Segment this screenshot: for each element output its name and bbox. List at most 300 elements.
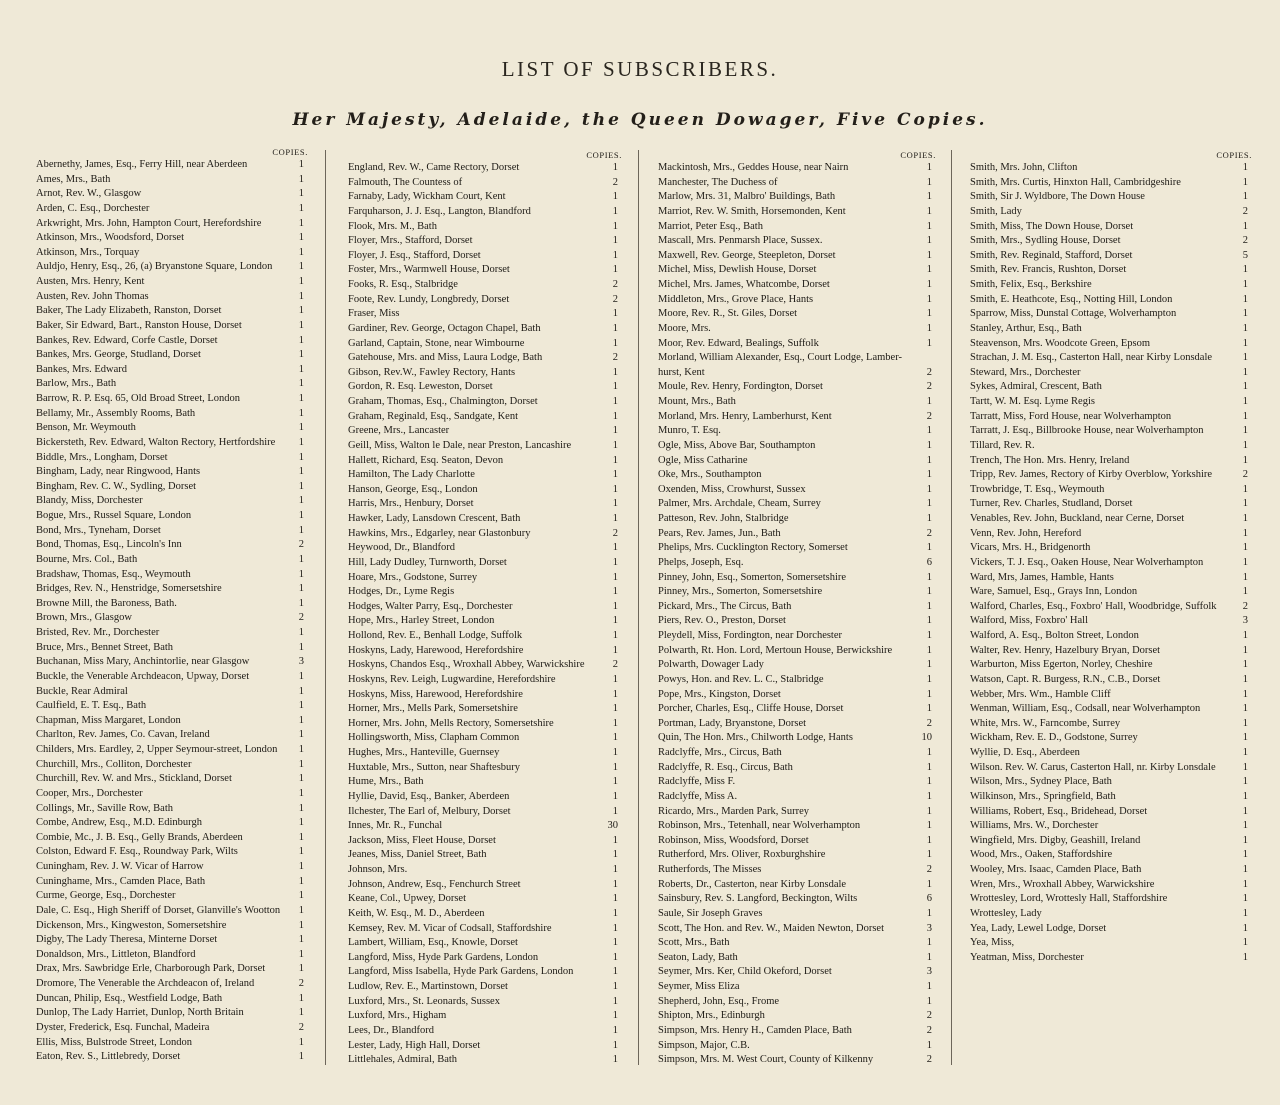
copies-count: 1: [612, 834, 618, 846]
copies-count: 1: [926, 191, 932, 203]
copies-count: 1: [612, 600, 618, 612]
subscriber-entry: [348, 658, 622, 673]
subscriber-name: Wyllie, D. Esq., Aberdeen: [970, 747, 1080, 758]
page-title: LIST OF SUBSCRIBERS.: [501, 57, 779, 81]
subscriber-name: Marriot, Peter Esq., Bath: [658, 220, 763, 232]
subscriber-name: Wood, Mrs., Oaken, Staffordshire: [970, 849, 1113, 861]
copies-count: 1: [1242, 834, 1248, 846]
subscriber-name: Hoare, Mrs., Godstone, Surrey: [348, 571, 478, 583]
copies-count: 1: [298, 436, 304, 448]
subscriber-entry: [970, 644, 1252, 659]
copies-count: 1: [612, 483, 618, 495]
copies-count: 1: [612, 878, 618, 890]
subscriber-name: Moore, Rev. R., St. Giles, Dorset: [658, 308, 798, 320]
copies-count: 1: [612, 162, 618, 173]
subscriber-entry: [348, 848, 622, 863]
subscriber-entry: [348, 161, 622, 176]
subscriber-name: Foote, Rev. Lundy, Longbredy, Dorset: [348, 293, 510, 305]
copies-count: 1: [926, 425, 932, 437]
copies-count: 1: [298, 919, 304, 931]
subscriber-name: Huxtable, Mrs., Sutton, near Shaftesbury: [348, 761, 521, 773]
subscriber-entry: [348, 980, 622, 995]
subscriber-name: Mount, Mrs., Bath: [658, 396, 736, 407]
subscriber-name: Saule, Sir Joseph Graves: [658, 907, 763, 919]
subscriber-entry: [658, 863, 936, 878]
copies-count: 1: [298, 451, 304, 463]
subscriber-name: Hill, Lady Dudley, Turnworth, Dorset: [348, 556, 507, 568]
subscriber-name: Wrottesley, Lord, Wrottesly Hall, Staffordshire: [970, 893, 1168, 905]
subscriber-name: Bond, Mrs., Tyneham, Dorset: [36, 524, 161, 536]
copies-count: 1: [926, 761, 932, 773]
subscriber-name: Rutherford, Mrs. Oliver, Roxburghshire: [658, 849, 826, 861]
subscriber-name: Innes, Mr. R., Funchal: [348, 820, 443, 832]
copies-count: 1: [298, 349, 304, 361]
subscriber-entry: [36, 685, 308, 700]
copies-count: 1: [1242, 513, 1248, 524]
copies-count: 1: [612, 776, 618, 788]
subscriber-name: Patteson, Rev. John, Stalbridge: [658, 513, 789, 524]
subscriber-entry: [348, 571, 622, 586]
copies-count: 1: [926, 790, 932, 802]
copies-count: 1: [298, 890, 304, 902]
subscriber-name: Yea, Lady, Lewel Lodge, Dorset: [970, 922, 1107, 934]
copies-count: 1: [612, 732, 618, 744]
subscriber-name: Portman, Lady, Bryanstone, Dorset: [658, 717, 807, 729]
subscriber-name: Watson, Capt. R. Burgess, R.N., C.B., Dorset: [970, 673, 1161, 685]
copies-count: 1: [612, 191, 618, 203]
subscriber-name: Ludlow, Rev. E., Martinstown, Dorset: [348, 981, 508, 992]
subscriber-entry: [970, 892, 1252, 907]
copies-count: 1: [1242, 820, 1248, 832]
copies-count: 1: [612, 937, 618, 949]
subscriber-name: Keith, W. Esq., M. D., Aberdeen: [348, 907, 485, 919]
subscriber-name: Hodges, Dr., Lyme Regis: [348, 586, 455, 598]
subscriber-name: Tarratt, Miss, Ford House, near Wolverhampton: [970, 410, 1172, 422]
subscriber-name: Radclyffe, Miss F.: [658, 776, 736, 788]
subscriber-entry: [36, 1036, 308, 1051]
subscriber-name: Michel, Mrs. James, Whatcombe, Dorset: [658, 279, 830, 290]
subscriber-entry: [348, 176, 622, 191]
subscriber-entry: [970, 512, 1252, 527]
subscriber-name: Smith, Mrs. John, Clifton: [970, 162, 1078, 173]
copies-count: 1: [1242, 703, 1248, 715]
subscriber-name: Smith, Rev. Francis, Rushton, Dorset: [970, 264, 1127, 276]
subscriber-entry: [658, 965, 936, 980]
subscriber-name: Wilkinson, Mrs., Springfield, Bath: [970, 790, 1116, 802]
copies-count: 1: [298, 553, 304, 565]
copies-count: 1: [612, 571, 618, 583]
subscriber-entry: [658, 278, 936, 293]
subscriber-name: Roberts, Dr., Casterton, near Kirby Lonsdale: [658, 878, 847, 890]
copies-count: 1: [612, 586, 618, 598]
copies-count: 2: [926, 410, 932, 422]
subscriber-name: Falmouth, The Countess of: [348, 176, 463, 188]
copies-count: 1: [298, 744, 304, 755]
subscriber-entry: [970, 249, 1252, 264]
subscriber-name: Johnson, Andrew, Esq., Fenchurch Street: [348, 878, 521, 890]
subscriber-entry: [36, 860, 308, 875]
subscriber-entry: [970, 746, 1252, 761]
subscriber-entry: [970, 527, 1252, 542]
subscriber-entry: [36, 787, 308, 802]
copies-count: 1: [1242, 483, 1248, 495]
subscriber-entry: [658, 322, 936, 337]
copies-count: 1: [612, 922, 618, 934]
subscriber-name: Collings, Mr., Saville Row, Bath: [36, 802, 173, 814]
subscriber-entry: [36, 875, 308, 890]
subscriber-name: Yea, Miss,: [970, 937, 1015, 949]
subscriber-name: Piers, Rev. O., Preston, Dorset: [658, 615, 786, 627]
subscriber-name: Steward, Mrs., Dorchester: [970, 366, 1081, 378]
subscriber-name: Churchill, Mrs., Colliton, Dorchester: [36, 758, 192, 770]
subscriber-entry: [36, 714, 308, 729]
subscriber-entry: [348, 234, 622, 249]
copies-count: 1: [926, 293, 932, 305]
copies-count: 1: [1242, 586, 1248, 598]
subscriber-name: Johnson, Mrs.: [348, 864, 408, 875]
subscriber-entry: [348, 761, 622, 776]
subscriber-name: Wren, Mrs., Wroxhall Abbey, Warwickshire: [970, 878, 1155, 890]
subscriber-entry: [36, 611, 308, 626]
subscriber-name: Drax, Mrs. Sawbridge Erle, Charborough Park, Dorset: [36, 963, 266, 975]
subscriber-entry: [348, 439, 622, 454]
subscriber-entry: [658, 848, 936, 863]
subscriber-entry: [36, 568, 308, 583]
copies-count: 1: [926, 644, 932, 656]
subscriber-name: Hyllie, David, Esq., Banker, Aberdeen: [348, 790, 510, 802]
subscriber-name: Webber, Mrs. Wm., Hamble Cliff: [970, 688, 1111, 700]
subscriber-name: Vickers, T. J. Esq., Oaken House, Near Wolverhampton: [970, 556, 1204, 568]
copies-count: 1: [926, 600, 932, 612]
subscriber-name: Bogue, Mrs., Russel Square, London: [36, 510, 192, 521]
subscriber-entry: [658, 936, 936, 951]
copies-count: 1: [298, 904, 304, 916]
subscriber-entry: [970, 951, 1252, 966]
subscriber-name: Scott, Mrs., Bath: [658, 937, 730, 949]
subscriber-entry: [36, 582, 308, 597]
copies-count: 1: [926, 235, 932, 247]
subscriber-name: Bourne, Mrs. Col., Bath: [36, 553, 138, 565]
subscriber-name: Colston, Edward F. Esq., Roundway Park, Wilts: [36, 846, 238, 858]
copies-count: 1: [926, 849, 932, 861]
subscriber-entry: [658, 673, 936, 688]
subscriber-name: Pears, Rev. James, Jun., Bath: [658, 527, 781, 539]
subscriber-name: Morland, William Alexander, Esq., Court Lodge, Lamber-: [658, 352, 902, 364]
subscriber-entry: [348, 775, 622, 790]
subscriber-entry: [36, 158, 308, 173]
copies-count: 1: [298, 495, 304, 507]
copies-count: 1: [926, 264, 932, 276]
subscriber-name: Walford, Miss, Foxbro' Hall: [970, 615, 1088, 627]
subscriber-name: Wingfield, Mrs. Digby, Geashill, Ireland: [970, 834, 1141, 846]
subscriber-name: Sainsbury, Rev. S. Langford, Beckington, Wilts: [658, 893, 858, 905]
copies-count: 1: [298, 363, 304, 375]
copies-count: 1: [926, 981, 932, 992]
subscriber-name: Baker, Sir Edward, Bart., Ranston House, Dorset: [36, 319, 242, 331]
copies-count: 1: [612, 249, 618, 261]
subscriber-name: Luxford, Mrs., Higham: [348, 1010, 447, 1022]
copies-count: 1: [1242, 176, 1248, 188]
subscriber-name: Keane, Col., Upwey, Dorset: [348, 893, 466, 905]
copies-count: 1: [612, 747, 618, 758]
subscriber-name: Simpson, Mrs. Henry H., Camden Place, Bath: [658, 1024, 852, 1036]
column-divider: [951, 150, 952, 1065]
subscriber-entry: [36, 1021, 308, 1036]
copies-count: 1: [298, 393, 304, 404]
copies-count: 1: [1242, 308, 1248, 320]
copies-count: 1: [612, 513, 618, 524]
subscriber-name: Maxwell, Rev. George, Steepleton, Dorset: [658, 249, 836, 261]
subscriber-entry: [970, 293, 1252, 308]
subscriber-entry: [970, 658, 1252, 673]
subscriber-entry: [658, 731, 936, 746]
subscriber-name: Smith, E. Heathcote, Esq., Notting Hill, London: [970, 293, 1173, 305]
copies-count: 1: [1242, 293, 1248, 305]
subscriber-name: Sparrow, Miss, Dunstal Cottage, Wolverhampton: [970, 308, 1177, 320]
subscriber-entry: [348, 629, 622, 644]
copies-count: 2: [1242, 205, 1248, 217]
subscriber-entry: [970, 878, 1252, 893]
subscriber-name: Donaldson, Mrs., Littleton, Blandford: [36, 948, 196, 960]
subscriber-entry: [658, 512, 936, 527]
subscriber-name: Pleydell, Miss, Fordington, near Dorchester: [658, 630, 843, 641]
subscriber-entry: [970, 629, 1252, 644]
subscriber-entry: [970, 454, 1252, 469]
subscriber-name: Bingham, Rev. C. W., Sydling, Dorset: [36, 480, 197, 492]
subscriber-entry: [348, 892, 622, 907]
copies-count: 1: [612, 381, 618, 393]
copies-count: 2: [1242, 469, 1248, 481]
copies-count: 1: [926, 176, 932, 188]
subscriber-entry: [348, 366, 622, 381]
subscriber-name: Wrottesley, Lady: [970, 907, 1042, 919]
subscriber-name: Shipton, Mrs., Edinburgh: [658, 1010, 765, 1022]
subscriber-name: Biddle, Mrs., Longham, Dorset: [36, 451, 168, 463]
copies-count: 1: [612, 556, 618, 568]
subscriber-name: Hanson, George, Esq., London: [348, 483, 478, 495]
copies-count: 1: [612, 469, 618, 481]
copies-count: 1: [612, 703, 618, 715]
copies-count: 1: [612, 688, 618, 700]
subscriber-column-3: [658, 147, 936, 1067]
copies-count: 1: [612, 1024, 618, 1036]
subscriber-entry: [348, 293, 622, 308]
subscriber-entry: [348, 351, 622, 366]
subscriber-name: Polwarth, Dowager Lady: [658, 659, 764, 671]
subscriber-entry: [348, 907, 622, 922]
subscriber-entry: [658, 395, 936, 410]
subscriber-entry: [658, 585, 936, 600]
copies-count: 1: [298, 188, 304, 200]
subscriber-name: Austen, Rev. John Thomas: [36, 290, 149, 302]
copies-count: 1: [1242, 337, 1248, 349]
subscriber-name: Barrow, R. P. Esq. 65, Old Broad Street, London: [36, 393, 241, 404]
copies-count: 1: [612, 673, 618, 685]
copies-count: 1: [298, 466, 304, 478]
subscriber-entry: [36, 334, 308, 349]
copies-count: 1: [926, 995, 932, 1007]
subscriber-entry: [36, 1050, 308, 1065]
copies-header: COPIES.: [900, 150, 936, 160]
copies-count: 1: [298, 583, 304, 595]
subscriber-name: Ware, Samuel, Esq., Grays Inn, London: [970, 586, 1138, 598]
subscriber-name: Floyer, Mrs., Stafford, Dorset: [348, 235, 473, 247]
copies-count: 1: [1242, 454, 1248, 466]
copies-count: 2: [926, 1054, 932, 1066]
subscriber-entry: [348, 1039, 622, 1054]
subscriber-name: Williams, Mrs. W., Dorchester: [970, 820, 1099, 832]
subscriber-entry: [36, 290, 308, 305]
copies-count: 1: [612, 264, 618, 276]
copies-count: 1: [298, 407, 304, 419]
subscriber-name: Buckle, the Venerable Archdeacon, Upway, Dorset: [36, 670, 250, 682]
subscriber-name: Digby, The Lady Theresa, Minterne Dorset: [36, 934, 218, 946]
subscriber-entry: [348, 322, 622, 337]
subscriber-entry: [970, 337, 1252, 352]
subscriber-entry: [970, 176, 1252, 191]
subscriber-entry: [36, 831, 308, 846]
copies-count: 1: [298, 802, 304, 814]
subscriber-name: Stanley, Arthur, Esq., Bath: [970, 322, 1082, 334]
subscriber-entry: [36, 597, 308, 612]
subscriber-entry: [970, 366, 1252, 381]
subscriber-name: Moule, Rev. Henry, Fordington, Dorset: [658, 381, 823, 393]
subscriber-entry: [36, 758, 308, 773]
copies-count: 3: [926, 922, 932, 934]
copies-count: 1: [298, 159, 304, 170]
subscriber-name: Arkwright, Mrs. John, Hampton Court, Herefordshire: [36, 217, 262, 229]
subscriber-entry: [970, 922, 1252, 937]
copies-count: 1: [298, 817, 304, 829]
subscriber-entry: [36, 904, 308, 919]
subscriber-entry: [658, 790, 936, 805]
copies-count: 1: [926, 454, 932, 466]
copies-count: 1: [926, 162, 932, 173]
copies-count: 1: [612, 308, 618, 320]
copies-count: 1: [612, 615, 618, 627]
copies-count: 1: [612, 498, 618, 510]
subscriber-entry: [658, 249, 936, 264]
subscriber-name: Oxenden, Miss, Crowhurst, Sussex: [658, 483, 806, 495]
subscriber-entry: [36, 728, 308, 743]
copies-count: 1: [926, 630, 932, 641]
subscriber-entry: [970, 468, 1252, 483]
subscriber-name: Tarratt, J. Esq., Billbrooke House, near Wolverhampton: [970, 425, 1204, 437]
subscriber-name: Fooks, R. Esq., Stalbridge: [348, 279, 458, 290]
subscriber-entry: [658, 351, 936, 366]
copies-count: 3: [298, 656, 304, 668]
copies-count: 6: [926, 893, 932, 905]
subscriber-entry: [658, 556, 936, 571]
subscriber-name: Curme, George, Esq., Dorchester: [36, 890, 176, 902]
copies-count: 1: [926, 322, 932, 334]
subscriber-entry: [36, 231, 308, 246]
copies-count: 1: [612, 396, 618, 407]
subscriber-entry: [36, 319, 308, 334]
subscriber-entry: [348, 395, 622, 410]
subscriber-name: Trench, The Hon. Mrs. Henry, Ireland: [970, 454, 1130, 466]
subscriber-entry: [348, 746, 622, 761]
subscriber-entry: [970, 351, 1252, 366]
copies-count: 1: [1242, 498, 1248, 510]
column-divider: [638, 150, 639, 1065]
subscriber-entry: [36, 173, 308, 188]
subscriber-entry: [348, 951, 622, 966]
subscriber-entry: [970, 220, 1252, 235]
subscriber-name: Childers, Mrs. Eardley, 2, Upper Seymour-street, London: [36, 744, 278, 755]
subscriber-entry: [658, 205, 936, 220]
subscriber-name: Bridges, Rev. N., Henstridge, Somersetshire: [36, 583, 222, 595]
copies-count: 1: [298, 217, 304, 229]
subscriber-entry: [658, 527, 936, 542]
copies-count: 1: [1242, 893, 1248, 905]
subscriber-name: Bradshaw, Thomas, Esq., Weymouth: [36, 568, 191, 580]
copies-count: 1: [298, 758, 304, 770]
copies-count: 1: [298, 510, 304, 521]
subscriber-entry: [970, 541, 1252, 556]
copies-count: 1: [1242, 805, 1248, 817]
subscriber-name: Seymer, Mrs. Ker, Child Okeford, Dorset: [658, 966, 832, 978]
copies-count: 30: [607, 820, 618, 832]
subscriber-entry: [348, 614, 622, 629]
copies-count: 1: [298, 378, 304, 390]
copies-count: 1: [926, 396, 932, 407]
subscriber-name: Hoskyns, Lady, Harewood, Herefordshire: [348, 644, 524, 656]
copies-count: 1: [1242, 162, 1248, 173]
subscriber-entry: [36, 699, 308, 714]
copies-count: 1: [1242, 922, 1248, 934]
copies-count: 1: [926, 776, 932, 788]
subscriber-entry: [658, 263, 936, 278]
copies-count: 1: [1242, 556, 1248, 568]
subscriber-name: England, Rev. W., Came Rectory, Dorset: [348, 162, 520, 173]
subscriber-name: Bankes, Rev. Edward, Corfe Castle, Dorset: [36, 334, 218, 346]
subscriber-name: Cuninghame, Mrs., Camden Place, Bath: [36, 875, 206, 887]
subscriber-entry: [970, 600, 1252, 615]
copies-count: 1: [298, 319, 304, 331]
copies-count: 1: [1242, 776, 1248, 788]
copies-count: 1: [612, 790, 618, 802]
subscriber-name: Cooper, Mrs., Dorchester: [36, 787, 143, 799]
subscriber-name: Moore, Mrs.: [658, 322, 711, 334]
subscriber-entry: [348, 922, 622, 937]
copies-count: 1: [926, 878, 932, 890]
subscriber-name: Williams, Robert, Esq., Bridehead, Dorset: [970, 805, 1148, 817]
subscriber-name: Smith, Felix, Esq., Berkshire: [970, 279, 1092, 290]
subscriber-entry: [970, 614, 1252, 629]
subscriber-name: Walford, A. Esq., Bolton Street, London: [970, 630, 1139, 641]
subscriber-name: Shepherd, John, Esq., Frome: [658, 995, 780, 1007]
copies-count: 1: [926, 951, 932, 963]
subscriber-entry: [36, 465, 308, 480]
subscriber-entry: [658, 878, 936, 893]
subscriber-entry: [658, 571, 936, 586]
subscriber-entry: [348, 965, 622, 980]
copies-count: 1: [612, 410, 618, 422]
copies-count: 1: [926, 249, 932, 261]
subscriber-entry: [348, 673, 622, 688]
copies-count: 6: [926, 556, 932, 568]
subscriber-name: Hope, Mrs., Harley Street, London: [348, 615, 495, 627]
copies-count: 1: [298, 670, 304, 682]
subscriber-entry: [348, 337, 622, 352]
subscriber-name: Duncan, Philip, Esq., Westfield Lodge, Bath: [36, 992, 223, 1004]
subscriber-entry: [658, 1009, 936, 1024]
subscriber-name: Graham, Reginald, Esq., Sandgate, Kent: [348, 410, 518, 422]
subscriber-name: Auldjo, Henry, Esq., 26, (a) Bryanstone Square, London: [36, 261, 273, 273]
copies-count: 1: [1242, 396, 1248, 407]
copies-count: 1: [298, 261, 304, 273]
